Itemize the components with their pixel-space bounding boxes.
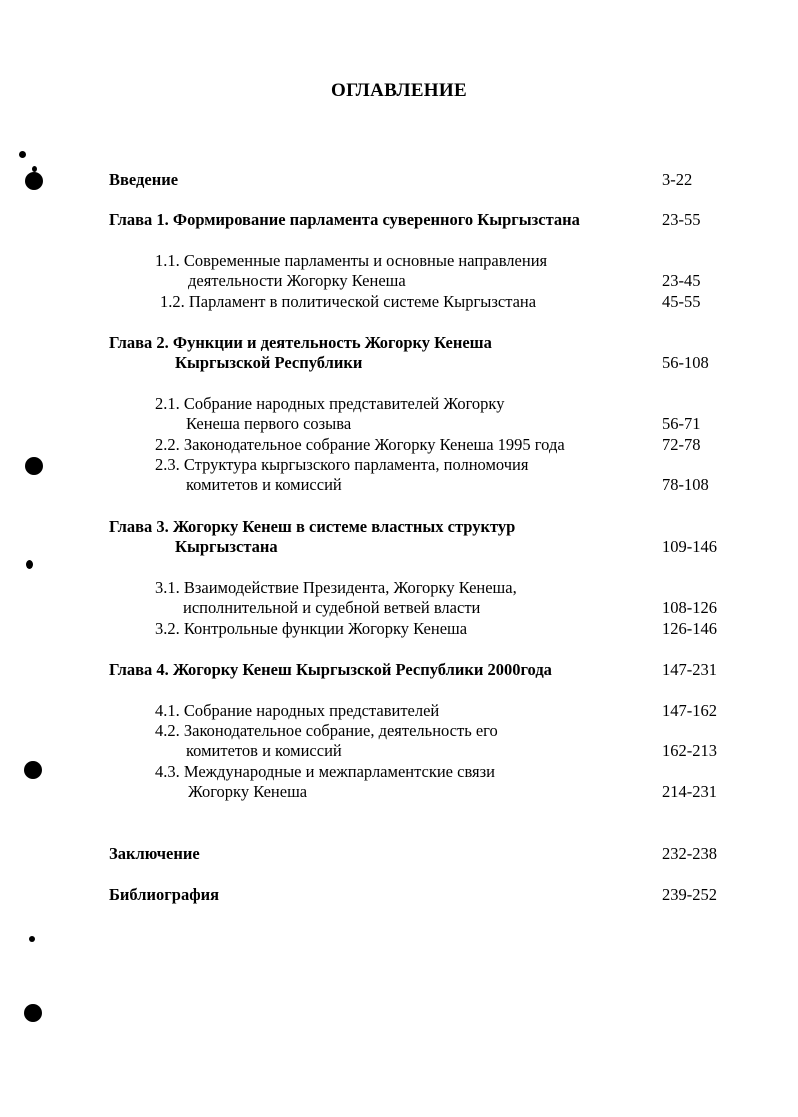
- toc-section-4-2-pages: 162-213: [662, 741, 717, 760]
- scan-speck: [19, 151, 26, 158]
- toc-conclusion-label: Заключение: [109, 844, 200, 863]
- toc-intro-pages: 3-22: [662, 170, 693, 189]
- toc-section-3-1-line1: 3.1. Взаимодействие Президента, Жогорку Кенеша,: [155, 578, 517, 597]
- toc-section-1-1-pages: 23-45: [662, 271, 701, 290]
- toc-section-4-2-line1: 4.2. Законодательное собрание, деятельность его: [155, 721, 498, 740]
- toc-section-3-2: 3.2. Контрольные функции Жогорку Кенеша: [155, 619, 468, 638]
- toc-section-4-3-line2: Жогорку Кенеша: [188, 782, 308, 801]
- toc-chapter1-pages: 23-55: [662, 210, 701, 229]
- toc-section-1-2: 1.2. Парламент в политической системе Кыргызстана: [160, 292, 537, 311]
- toc-chapter3-line2: Кыргызстана: [175, 537, 278, 556]
- toc-chapter1-label: Глава 1. Формирование парламента суверенного Кыргызстана: [109, 210, 580, 229]
- toc-chapter4-label: Глава 4. Жогорку Кенеш Кыргызской Республики 2000года: [109, 660, 552, 679]
- punch-hole: [24, 1004, 42, 1022]
- toc-section-2-3-line2: комитетов и комиссий: [186, 475, 342, 494]
- toc-chapter2-line2: Кыргызской Республики: [175, 353, 363, 372]
- toc-section-3-1-line2: исполнительной и судебной ветвей власти: [183, 598, 481, 617]
- toc-chapter3-pages: 109-146: [662, 537, 717, 556]
- toc-section-3-2-pages: 126-146: [662, 619, 717, 638]
- toc-section-2-2: 2.2. Законодательное собрание Жогорку Кенеша 1995 года: [155, 435, 565, 454]
- toc-section-4-3-pages: 214-231: [662, 782, 717, 801]
- punch-hole: [25, 172, 43, 190]
- toc-section-4-1: 4.1. Собрание народных представителей: [155, 701, 440, 720]
- toc-section-1-1-line2: деятельности Жогорку Кенеша: [188, 271, 406, 290]
- page-title: ОГЛАВЛЕНИЕ: [331, 80, 467, 101]
- toc-section-2-2-pages: 72-78: [662, 435, 701, 454]
- toc-section-2-3-pages: 78-108: [662, 475, 709, 494]
- toc-section-1-1-line1: 1.1. Современные парламенты и основные направления: [155, 251, 548, 270]
- punch-hole: [25, 457, 43, 475]
- scan-speck: [29, 936, 35, 942]
- toc-section-2-3-line1: 2.3. Структура кыргызского парламента, полномочия: [155, 455, 529, 474]
- toc-section-1-2-pages: 45-55: [662, 292, 701, 311]
- toc-section-3-1-pages: 108-126: [662, 598, 717, 617]
- scan-speck: [26, 560, 33, 569]
- toc-conclusion-pages: 232-238: [662, 844, 717, 863]
- toc-chapter3-line1: Глава 3. Жогорку Кенеш в системе властных структур: [109, 517, 516, 536]
- toc-section-2-1-line2: Кенеша первого созыва: [186, 414, 352, 433]
- toc-bibliography-label: Библиография: [109, 885, 220, 904]
- scan-speck: [32, 166, 37, 172]
- toc-chapter4-pages: 147-231: [662, 660, 717, 679]
- toc-section-4-1-pages: 147-162: [662, 701, 717, 720]
- toc-chapter2-pages: 56-108: [662, 353, 709, 372]
- toc-section-2-1-pages: 56-71: [662, 414, 701, 433]
- toc-section-2-1-line1: 2.1. Собрание народных представителей Жогорку: [155, 394, 505, 413]
- toc-chapter2-line1: Глава 2. Функции и деятельность Жогорку Кенеша: [109, 333, 492, 352]
- toc-intro-label: Введение: [109, 170, 179, 189]
- toc-bibliography-pages: 239-252: [662, 885, 717, 904]
- toc-section-4-3-line1: 4.3. Международные и межпарламентские связи: [155, 762, 495, 781]
- punch-hole: [24, 761, 42, 779]
- toc-section-4-2-line2: комитетов и комиссий: [186, 741, 342, 760]
